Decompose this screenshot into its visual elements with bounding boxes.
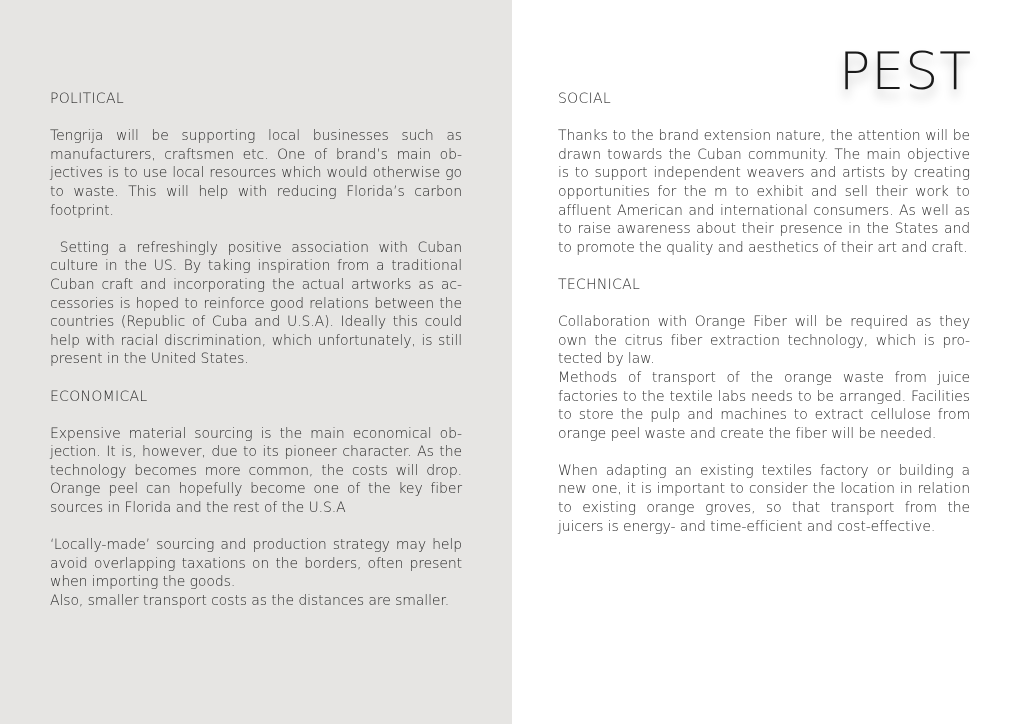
social-heading: SOCIAL — [558, 91, 611, 107]
social-paragraph-1: Thanks to the brand extension nature, the attention will be drawn towards the Cuban community. The main objective is to support independent weavers and artists by creating opportunities for the m to exhibit and sell their work to affluent American and international consumers. As well as to raise awareness about their presence in the States and to promote the quality and aesthetics of their art and craft. — [558, 128, 970, 256]
political-paragraph-2: Setting a refreshingly positive association with Cuban culture in the US. By taking inspiration from a traditional Cuban craft and incorporating the actual artworks as accessories is hoped to reinforce good relations between the countries (Republic of Cuba and U.S.A). Ideally this could help with racial discrimination, which unfortunately, is still present in the United States. — [50, 239, 462, 368]
left-column — [50, 90, 462, 611]
political-heading: POLITICAL — [50, 91, 124, 107]
economical-heading: ECONOMICAL — [50, 388, 148, 405]
economical-paragraph-2: ‘Locally-made’ sourcing and production strategy may help avoid overlapping taxations on the borders, often present when importing the goods. — [50, 537, 462, 591]
technical-paragraph-3: When adapting an existing textiles factory or building a new one, it is important to consider the location in relation to existing orange groves, so that transport from the juicers is energy- and time-efficient and cost-effective. — [558, 462, 970, 535]
page-title: PEST — [839, 42, 972, 102]
technical-paragraph-2: Methods of transport of the orange waste from juice factories to the textile labs needs to be arranged. Facilities to store the pulp and machines to extract cellulose from orange peel waste and create the fiber will be needed. — [558, 369, 970, 442]
technical-heading: TECHNICAL — [558, 276, 641, 293]
economical-paragraph-1: Expensive material sourcing is the main economical objection. It is, however, due to its pioneer character. As the technology becomes more common, the costs will drop. Orange peel can hopefully become one of the key fiber sources in Florida and the rest of the U.S.A — [50, 425, 462, 517]
right-column — [558, 90, 970, 536]
technical-paragraph-1: Collaboration with Orange Fiber will be required as they own the citrus fiber extraction technology, which is protected by law. — [558, 314, 970, 368]
political-paragraph-1: Tengrija will be supporting local businesses such as manufacturers, craftsmen etc. One of brand’s main objectives is to use local resources which would otherwise go to waste. This will help with reducing Florida’s carbon footprint. — [50, 128, 462, 219]
economical-paragraph-3: Also, smaller transport costs as the distances are smaller. — [50, 593, 450, 610]
